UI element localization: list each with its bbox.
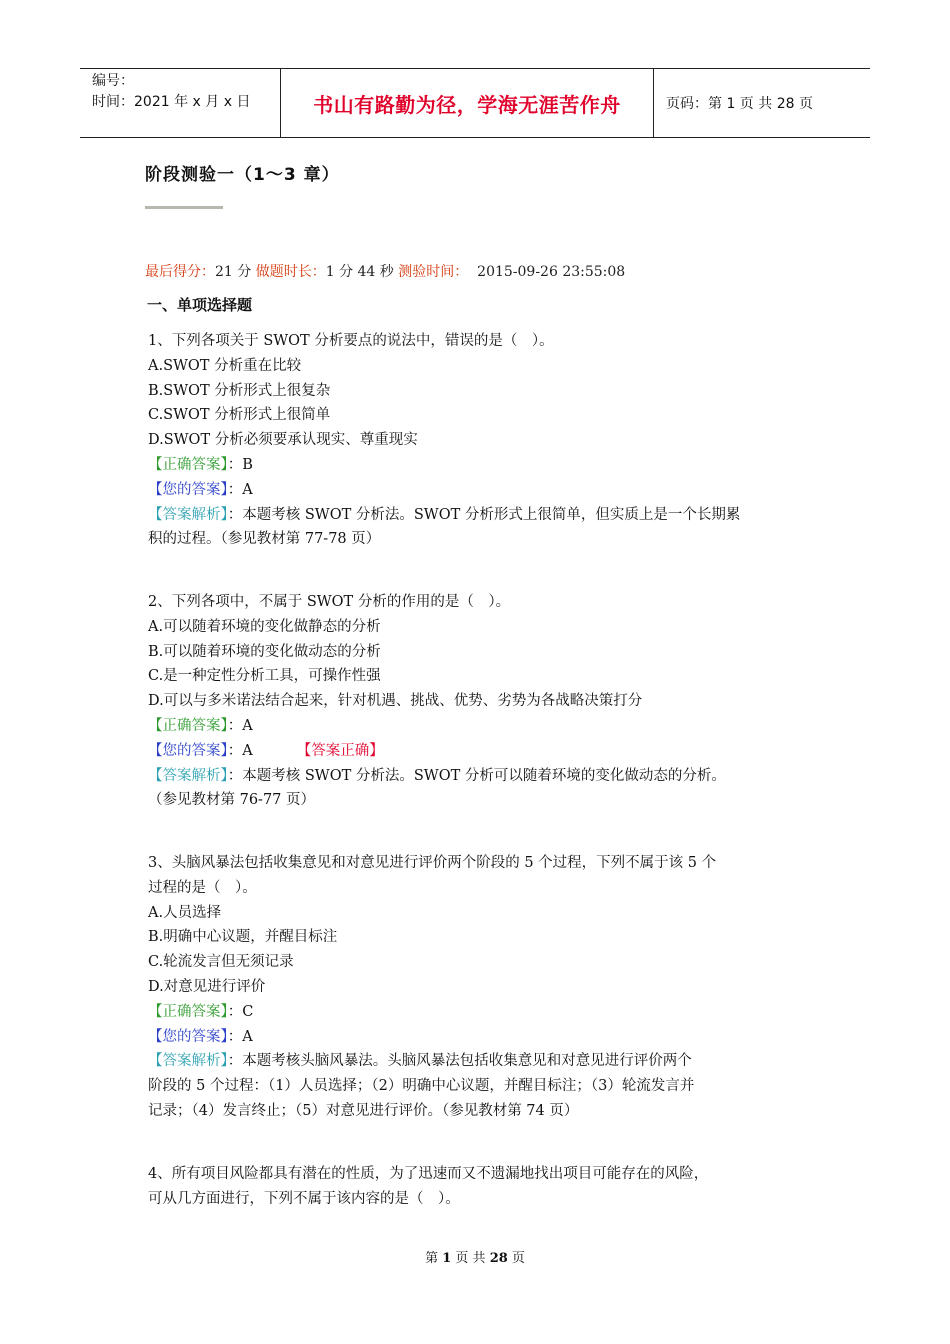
option-d: D.SWOT 分析必须要承认现实、尊重现实 <box>148 432 418 449</box>
analysis-text: 本题考核头脑风暴法。头脑风暴法包括收集意见和对意见进行评价两个 <box>242 1053 692 1070</box>
question-stem: 2、下列各项中，不属于 SWOT 分析的作用的是（ ）。 <box>148 594 511 610</box>
option-a: A.可以随着环境的变化做静态的分析 <box>148 618 381 635</box>
analysis-continued: （参见教材第 76-77 页） <box>148 792 316 809</box>
correct-answer-label: 【正确答案】 <box>148 717 228 734</box>
option-c: C.是一种定性分析工具，可操作性强 <box>148 668 381 685</box>
option-d: D.对意见进行评价 <box>148 978 266 995</box>
your-answer: 【您的答案】：A <box>148 481 253 498</box>
correct-answer-value: C <box>242 1003 254 1020</box>
page-title: 阶段测验一（1～3 章） <box>145 165 340 185</box>
duration-value: 1 分 44 秒 <box>325 264 394 280</box>
answer-correct-flag: 【答案正确】 <box>296 742 384 759</box>
your-answer-label: 【您的答案】 <box>148 1028 228 1045</box>
your-answer-value: A <box>242 742 253 759</box>
analysis-text: 本题考核 SWOT 分析法。SWOT 分析可以随着环境的变化做动态的分析。 <box>242 767 726 784</box>
score-label: 最后得分： <box>145 264 215 280</box>
analysis: 【答案解析】：本题考核 SWOT 分析法。SWOT 分析形式上很简单，但实质上是一个长期累 <box>148 506 741 523</box>
analysis: 【答案解析】：本题考核头脑风暴法。头脑风暴法包括收集意见和对意见进行评价两个 <box>148 1053 692 1070</box>
document-header <box>80 68 870 138</box>
score-value: 21 分 <box>215 264 252 280</box>
option-c: C.轮流发言但无须记录 <box>148 954 294 971</box>
question-stem: 3、头脑风暴法包括收集意见和对意见进行评价两个阶段的 5 个过程，下列不属于该 5 个 <box>148 855 717 871</box>
option-b: B.可以随着环境的变化做动态的分析 <box>148 643 381 660</box>
option-a: A.人员选择 <box>148 904 222 921</box>
analysis-label: 【答案解析】 <box>148 767 228 784</box>
time-value: 2015-09-26 23:55:08 <box>477 264 626 280</box>
code-label: 编号： <box>92 73 134 89</box>
your-answer-label: 【您的答案】 <box>148 481 228 498</box>
question-stem-continued: 可从几方面进行，下列不属于该内容的是（ ）。 <box>148 1190 460 1207</box>
time-label: 测验时间： <box>398 264 469 280</box>
correct-answer-label: 【正确答案】 <box>148 456 228 473</box>
option-b: B.SWOT 分析形式上很复杂 <box>148 382 331 399</box>
correct-answer-label: 【正确答案】 <box>148 1003 228 1020</box>
option-a: A.SWOT 分析重在比较 <box>148 357 302 374</box>
date-line: 时间：2021 年 x 月 x 日 <box>92 94 251 110</box>
section-title: 一、单项选择题 <box>147 296 253 314</box>
analysis-continued: 记录；（4）发言终止；（5）对意见进行评价。（参见教材第 74 页） <box>148 1102 579 1119</box>
analysis-label: 【答案解析】 <box>148 506 228 523</box>
question-1 <box>148 329 808 552</box>
analysis: 【答案解析】：本题考核 SWOT 分析法。SWOT 分析可以随着环境的变化做动态的分析。 <box>148 767 726 784</box>
correct-answer-value: B <box>242 456 253 473</box>
footer-total-pages: 28 <box>489 1251 508 1266</box>
question-stem-continued: 过程的是（ ）。 <box>148 879 257 896</box>
correct-answer-value: A <box>242 717 253 734</box>
footer-page-number: 1 <box>442 1251 452 1266</box>
correct-answer: 【正确答案】：A <box>148 717 253 734</box>
question-4 <box>148 1162 808 1212</box>
question-3 <box>148 851 808 1124</box>
analysis-text: 本题考核 SWOT 分析法。SWOT 分析形式上很简单，但实质上是一个长期累 <box>242 506 741 523</box>
question-2 <box>148 590 808 813</box>
analysis-continued: 阶段的 5 个过程：（1）人员选择；（2）明确中心议题，并醒目标注；（3）轮流发言并 <box>148 1078 695 1095</box>
your-answer: 【您的答案】：A <box>148 1028 253 1045</box>
your-answer: 【您的答案】：A 【答案正确】 <box>148 742 384 759</box>
question-stem: 1、下列各项关于 SWOT 分析要点的说法中，错误的是（ ）。 <box>148 333 554 349</box>
option-c: C.SWOT 分析形式上很简单 <box>148 407 331 424</box>
question-stem: 4、所有项目风险都具有潜在的性质，为了迅速而又不遗漏地找出项目可能存在的风险， <box>148 1166 709 1182</box>
title-underline <box>145 206 223 209</box>
correct-answer: 【正确答案】：B <box>148 456 253 473</box>
correct-answer: 【正确答案】：C <box>148 1003 254 1020</box>
option-b: B.明确中心议题，并醒目标注 <box>148 929 338 946</box>
your-answer-value: A <box>242 1028 253 1045</box>
analysis-continued: 积的过程。（参见教材第 77-78 页） <box>148 531 381 548</box>
quiz-meta <box>145 261 625 281</box>
header-left-cell <box>80 69 280 137</box>
your-answer-value: A <box>242 481 253 498</box>
analysis-label: 【答案解析】 <box>148 1053 228 1070</box>
header-page-info: 页码：第 1 页 共 28 页 <box>666 96 813 112</box>
your-answer-label: 【您的答案】 <box>148 742 228 759</box>
page-footer: 第 1 页 共 28 页 <box>425 1251 525 1266</box>
header-motto: 书山有路勤为径，学海无涯苦作舟 <box>280 69 654 137</box>
option-d: D.可以与多米诺法结合起来，针对机遇、挑战、优势、劣势为各战略决策打分 <box>148 693 643 710</box>
duration-label: 做题时长： <box>255 264 326 280</box>
